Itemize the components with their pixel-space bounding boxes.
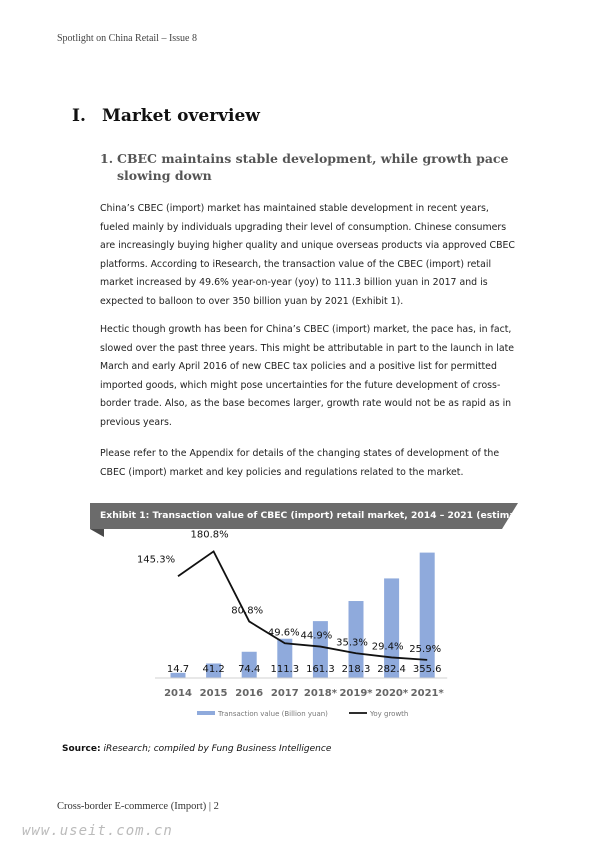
legend-bar-label: Transaction value (Billion yuan) <box>218 710 328 718</box>
legend-line-label: Yoy growth <box>370 710 409 718</box>
section-title-text: Market overview <box>102 106 260 126</box>
bar-label-7: 355.6 <box>412 664 442 675</box>
bar-label-2: 74.4 <box>238 664 261 675</box>
line-label-6: 29.4% <box>371 641 404 653</box>
line-label-3: 49.6% <box>267 627 300 639</box>
bar-label-4: 161.3 <box>306 664 335 675</box>
page-footer: Cross-border E-commerce (Import) | 2 <box>57 801 219 812</box>
legend-bar-swatch <box>197 711 215 715</box>
line-label-5: 35.3% <box>336 637 368 649</box>
line-label-1: 180.8% <box>190 529 229 541</box>
running-head: Spotlight on China Retail – Issue 8 <box>57 33 197 44</box>
x-tick-label-1: 2015 <box>199 688 228 699</box>
x-tick-label-5: 2019* <box>339 688 373 699</box>
bar-label-0: 14.7 <box>166 664 190 675</box>
exhibit-chart <box>136 520 455 725</box>
watermark: www.useit.com.cn <box>22 823 173 839</box>
source-text: iResearch; compiled by Fung Business Intelligence <box>103 744 332 754</box>
bar-label-6: 282.4 <box>377 664 406 675</box>
section-number: I. <box>72 106 86 126</box>
x-tick-label-0: 2014 <box>164 688 192 699</box>
line-label-7: 25.9% <box>409 643 442 655</box>
x-tick-label-6: 2020* <box>375 688 409 699</box>
x-tick-label-3: 2017 <box>270 688 299 699</box>
subsection-title <box>100 150 520 184</box>
x-tick-label-7: 2021* <box>410 688 444 699</box>
paragraph-2: Hectic though growth has been for China’s CBEC (import) market, the pace has, in fact, slowed over the past three years. This might be attributable in part to the launch in late March and early April 2016 of new CBEC tax policies and a positive list for permitted imported goods, which might pose uncertainties for the future development of cross-border trade. Also, as the base becomes larger, growth rate would not be as rapid as in previous years. <box>100 324 515 428</box>
paragraph-3: Please refer to the Appendix for details of the changing states of development of the CBEC (import) market and key policies and regulations related to the market. <box>100 448 500 478</box>
line-label-0: 145.3% <box>136 554 176 566</box>
subsection-title-text: CBEC maintains stable development, while growth pace slowing down <box>117 151 509 183</box>
bar-label-3: 111.3 <box>270 664 300 675</box>
x-tick-label-2: 2016 <box>235 688 264 699</box>
section-title <box>72 106 260 126</box>
bar-label-5: 218.3 <box>341 664 371 675</box>
x-tick-label-4: 2018* <box>303 688 337 699</box>
bar-label-1: 41.2 <box>202 664 225 675</box>
exhibit-title: Exhibit 1: Transaction value of CBEC (import) retail market, 2014 – 2021 (estimates) <box>100 510 536 521</box>
subsection-number: 1. <box>100 151 114 166</box>
source-note <box>62 744 331 754</box>
line-label-4: 44.9% <box>300 630 333 642</box>
paragraph-1: China’s CBEC (import) market has maintained stable development in recent years, fueled mainly by individuals upgrading their level of consumption. Chinese consumers are increasingly buying higher quality and unique overseas products via approved CBEC platforms. According to iResearch, the transaction value of the CBEC (import) retail market increased by 49.6% year-on-year (yoy) to 111.3 billion yuan in 2017 and is expected to balloon to over 350 billion yuan by 2021 (Exhibit 1). <box>100 203 515 307</box>
line-label-2: 80.8% <box>231 605 264 617</box>
source-label: Source: <box>62 744 101 754</box>
